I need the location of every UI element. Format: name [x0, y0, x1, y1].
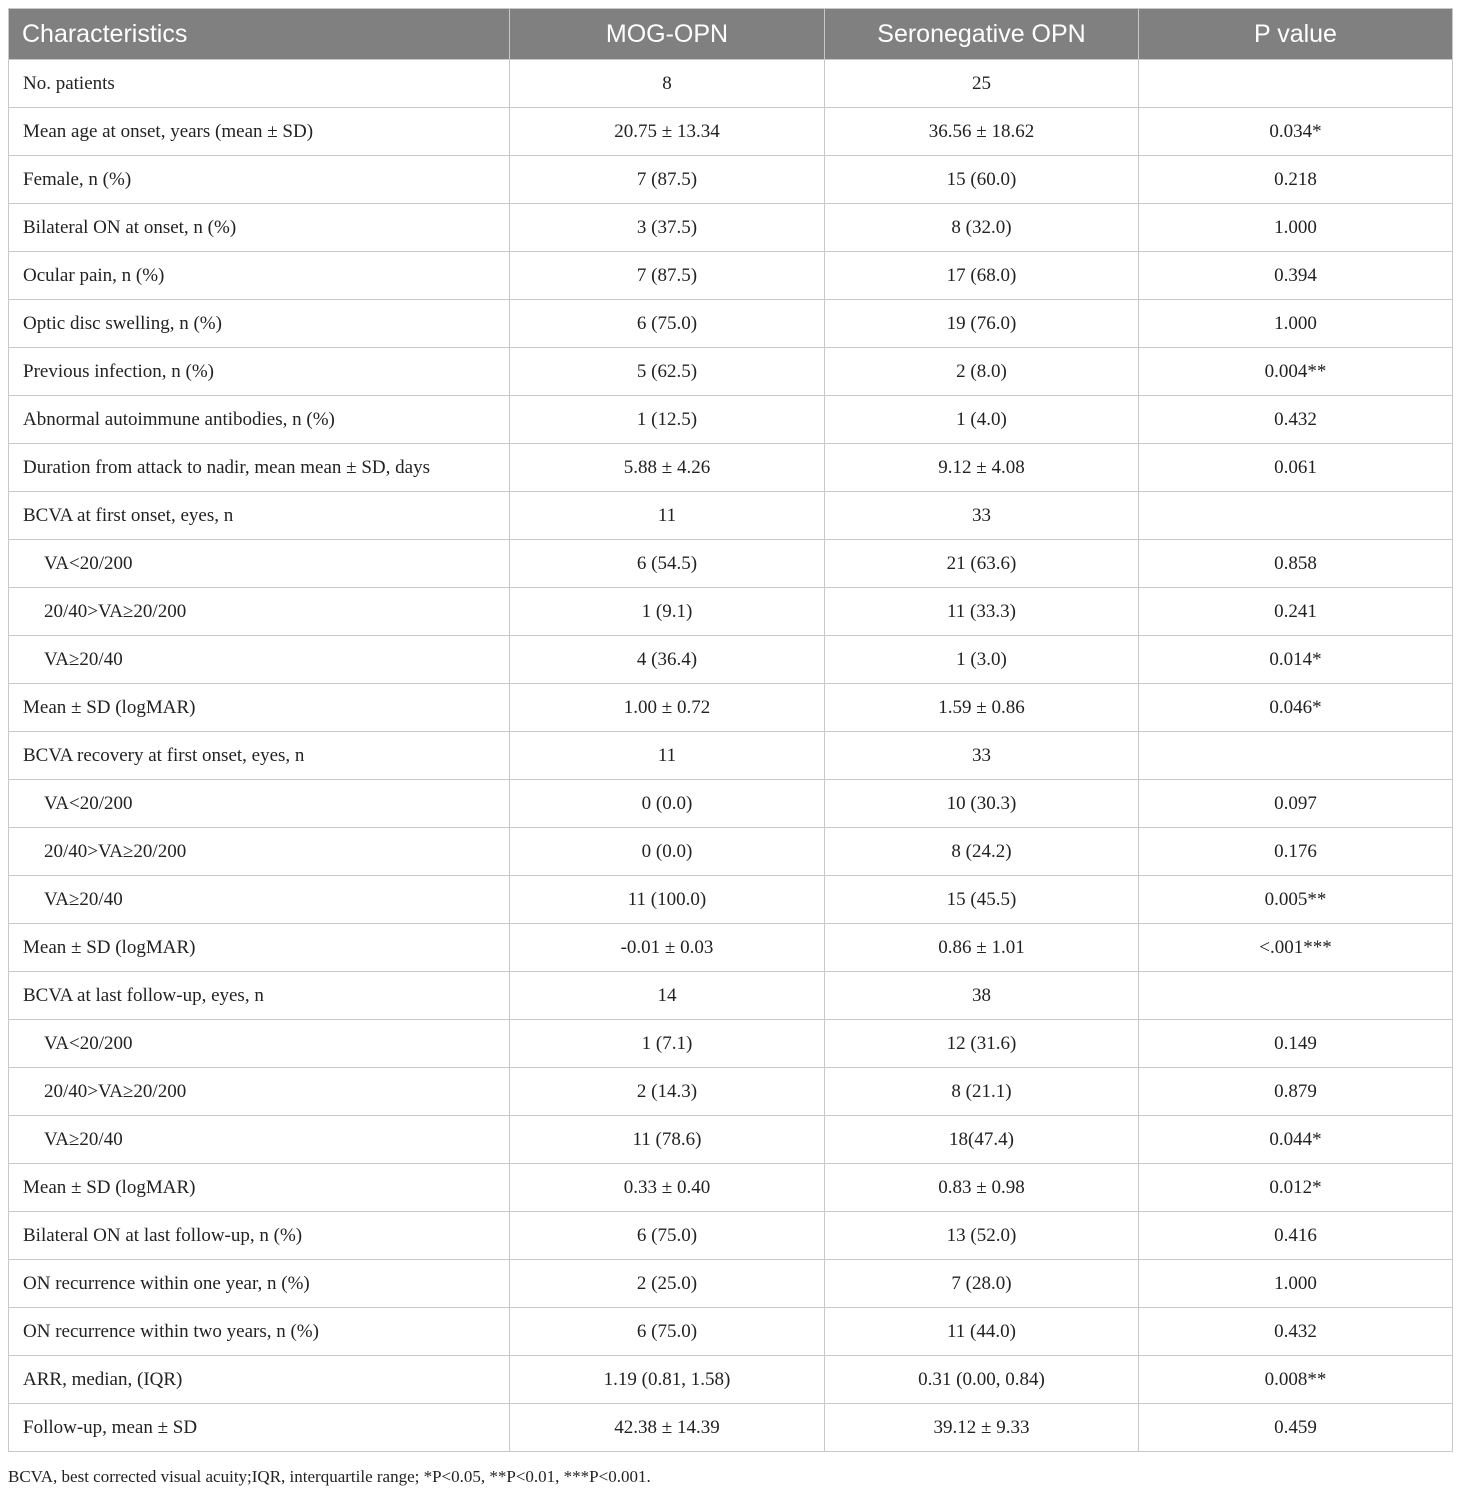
mog-opn-value: 0 (0.0)	[510, 828, 825, 876]
seronegative-opn-value: 11 (33.3)	[825, 588, 1139, 636]
table-footnote: BCVA, best corrected visual acuity;IQR, interquartile range; *P<0.05, **P<0.01, ***P<0.001.	[8, 1467, 651, 1486]
table-row	[9, 1260, 1453, 1308]
p-value: 0.241	[1139, 588, 1453, 636]
seronegative-opn-value: 8 (21.1)	[825, 1068, 1139, 1116]
seronegative-opn-value: 36.56 ± 18.62	[825, 108, 1139, 156]
row-label: ARR, median, (IQR)	[9, 1356, 510, 1404]
p-value: 0.432	[1139, 1308, 1453, 1356]
characteristics-table-container	[8, 8, 1452, 1452]
mog-opn-value: 11 (100.0)	[510, 876, 825, 924]
table-row	[9, 252, 1453, 300]
row-label: Ocular pain, n (%)	[9, 252, 510, 300]
characteristics-table	[8, 8, 1453, 1452]
seronegative-opn-value: 33	[825, 732, 1139, 780]
p-value	[1139, 972, 1453, 1020]
table-row	[9, 876, 1453, 924]
row-label: ON recurrence within two years, n (%)	[9, 1308, 510, 1356]
table-row	[9, 396, 1453, 444]
mog-opn-value: 6 (75.0)	[510, 300, 825, 348]
p-value: <.001***	[1139, 924, 1453, 972]
mog-opn-value: 6 (54.5)	[510, 540, 825, 588]
row-label: Duration from attack to nadir, mean mean ± SD, days	[9, 444, 510, 492]
header-row	[9, 9, 1453, 60]
p-value	[1139, 60, 1453, 108]
mog-opn-value: 0 (0.0)	[510, 780, 825, 828]
table-row	[9, 108, 1453, 156]
mog-opn-value: 2 (14.3)	[510, 1068, 825, 1116]
mog-opn-value: 1 (7.1)	[510, 1020, 825, 1068]
table-row	[9, 540, 1453, 588]
p-value: 1.000	[1139, 204, 1453, 252]
p-value: 0.034*	[1139, 108, 1453, 156]
mog-opn-value: 11	[510, 492, 825, 540]
row-label: BCVA at last follow-up, eyes, n	[9, 972, 510, 1020]
p-value: 1.000	[1139, 1260, 1453, 1308]
table-row	[9, 924, 1453, 972]
seronegative-opn-value: 1.59 ± 0.86	[825, 684, 1139, 732]
mog-opn-value: 20.75 ± 13.34	[510, 108, 825, 156]
table-row	[9, 156, 1453, 204]
mog-opn-value: 42.38 ± 14.39	[510, 1404, 825, 1452]
seronegative-opn-value: 9.12 ± 4.08	[825, 444, 1139, 492]
mog-opn-value: 5.88 ± 4.26	[510, 444, 825, 492]
table-row	[9, 1164, 1453, 1212]
table-row	[9, 1068, 1453, 1116]
table-row	[9, 1308, 1453, 1356]
p-value: 0.459	[1139, 1404, 1453, 1452]
mog-opn-value: 6 (75.0)	[510, 1308, 825, 1356]
seronegative-opn-value: 15 (60.0)	[825, 156, 1139, 204]
p-value: 0.879	[1139, 1068, 1453, 1116]
p-value: 0.394	[1139, 252, 1453, 300]
table-row	[9, 972, 1453, 1020]
row-label: VA≥20/40	[9, 1116, 510, 1164]
p-value: 0.218	[1139, 156, 1453, 204]
row-label: BCVA at first onset, eyes, n	[9, 492, 510, 540]
table-row	[9, 204, 1453, 252]
row-label: Abnormal autoimmune antibodies, n (%)	[9, 396, 510, 444]
p-value	[1139, 732, 1453, 780]
seronegative-opn-value: 18(47.4)	[825, 1116, 1139, 1164]
header-characteristics: Characteristics	[9, 9, 510, 60]
table-row	[9, 1020, 1453, 1068]
table-header	[9, 9, 1453, 60]
row-label: Optic disc swelling, n (%)	[9, 300, 510, 348]
p-value: 0.061	[1139, 444, 1453, 492]
p-value: 0.416	[1139, 1212, 1453, 1260]
table-row	[9, 300, 1453, 348]
row-label: No. patients	[9, 60, 510, 108]
row-label: VA≥20/40	[9, 876, 510, 924]
row-label: VA≥20/40	[9, 636, 510, 684]
p-value: 0.858	[1139, 540, 1453, 588]
seronegative-opn-value: 39.12 ± 9.33	[825, 1404, 1139, 1452]
row-label: ON recurrence within one year, n (%)	[9, 1260, 510, 1308]
row-label: 20/40>VA≥20/200	[9, 1068, 510, 1116]
table-row	[9, 1212, 1453, 1260]
mog-opn-value: 1.19 (0.81, 1.58)	[510, 1356, 825, 1404]
header-seronegative-opn: Seronegative OPN	[825, 9, 1139, 60]
seronegative-opn-value: 2 (8.0)	[825, 348, 1139, 396]
mog-opn-value: 3 (37.5)	[510, 204, 825, 252]
mog-opn-value: 2 (25.0)	[510, 1260, 825, 1308]
mog-opn-value: 0.33 ± 0.40	[510, 1164, 825, 1212]
table-row	[9, 732, 1453, 780]
row-label: Mean ± SD (logMAR)	[9, 684, 510, 732]
mog-opn-value: 1 (9.1)	[510, 588, 825, 636]
mog-opn-value: 1 (12.5)	[510, 396, 825, 444]
table-row	[9, 444, 1453, 492]
table-row	[9, 348, 1453, 396]
p-value: 1.000	[1139, 300, 1453, 348]
table-row	[9, 60, 1453, 108]
row-label: Mean age at onset, years (mean ± SD)	[9, 108, 510, 156]
row-label: BCVA recovery at first onset, eyes, n	[9, 732, 510, 780]
seronegative-opn-value: 11 (44.0)	[825, 1308, 1139, 1356]
row-label: Previous infection, n (%)	[9, 348, 510, 396]
seronegative-opn-value: 1 (3.0)	[825, 636, 1139, 684]
header-p-value: P value	[1139, 9, 1453, 60]
row-label: 20/40>VA≥20/200	[9, 828, 510, 876]
mog-opn-value: 7 (87.5)	[510, 252, 825, 300]
p-value: 0.432	[1139, 396, 1453, 444]
mog-opn-value: 6 (75.0)	[510, 1212, 825, 1260]
table-row	[9, 492, 1453, 540]
p-value: 0.046*	[1139, 684, 1453, 732]
mog-opn-value: 8	[510, 60, 825, 108]
row-label: VA<20/200	[9, 780, 510, 828]
seronegative-opn-value: 0.86 ± 1.01	[825, 924, 1139, 972]
seronegative-opn-value: 15 (45.5)	[825, 876, 1139, 924]
row-label: Mean ± SD (logMAR)	[9, 1164, 510, 1212]
table-row	[9, 588, 1453, 636]
row-label: Mean ± SD (logMAR)	[9, 924, 510, 972]
row-label: Follow-up, mean ± SD	[9, 1404, 510, 1452]
p-value: 0.005**	[1139, 876, 1453, 924]
row-label: Bilateral ON at onset, n (%)	[9, 204, 510, 252]
table-body	[9, 60, 1453, 1452]
p-value: 0.097	[1139, 780, 1453, 828]
seronegative-opn-value: 8 (32.0)	[825, 204, 1139, 252]
table-row	[9, 636, 1453, 684]
p-value: 0.008**	[1139, 1356, 1453, 1404]
header-mog-opn: MOG-OPN	[510, 9, 825, 60]
table-row	[9, 684, 1453, 732]
mog-opn-value: 1.00 ± 0.72	[510, 684, 825, 732]
mog-opn-value: 11 (78.6)	[510, 1116, 825, 1164]
seronegative-opn-value: 7 (28.0)	[825, 1260, 1139, 1308]
p-value: 0.014*	[1139, 636, 1453, 684]
seronegative-opn-value: 17 (68.0)	[825, 252, 1139, 300]
seronegative-opn-value: 38	[825, 972, 1139, 1020]
mog-opn-value: 7 (87.5)	[510, 156, 825, 204]
row-label: Female, n (%)	[9, 156, 510, 204]
mog-opn-value: 5 (62.5)	[510, 348, 825, 396]
table-row	[9, 780, 1453, 828]
table-row	[9, 1404, 1453, 1452]
p-value	[1139, 492, 1453, 540]
seronegative-opn-value: 25	[825, 60, 1139, 108]
p-value: 0.149	[1139, 1020, 1453, 1068]
seronegative-opn-value: 12 (31.6)	[825, 1020, 1139, 1068]
seronegative-opn-value: 0.31 (0.00, 0.84)	[825, 1356, 1139, 1404]
seronegative-opn-value: 21 (63.6)	[825, 540, 1139, 588]
mog-opn-value: 4 (36.4)	[510, 636, 825, 684]
p-value: 0.044*	[1139, 1116, 1453, 1164]
seronegative-opn-value: 33	[825, 492, 1139, 540]
table-row	[9, 1356, 1453, 1404]
seronegative-opn-value: 13 (52.0)	[825, 1212, 1139, 1260]
mog-opn-value: -0.01 ± 0.03	[510, 924, 825, 972]
seronegative-opn-value: 19 (76.0)	[825, 300, 1139, 348]
table-row	[9, 828, 1453, 876]
table-row	[9, 1116, 1453, 1164]
mog-opn-value: 11	[510, 732, 825, 780]
p-value: 0.004**	[1139, 348, 1453, 396]
seronegative-opn-value: 10 (30.3)	[825, 780, 1139, 828]
seronegative-opn-value: 1 (4.0)	[825, 396, 1139, 444]
seronegative-opn-value: 0.83 ± 0.98	[825, 1164, 1139, 1212]
row-label: VA<20/200	[9, 540, 510, 588]
row-label: VA<20/200	[9, 1020, 510, 1068]
p-value: 0.176	[1139, 828, 1453, 876]
row-label: Bilateral ON at last follow-up, n (%)	[9, 1212, 510, 1260]
row-label: 20/40>VA≥20/200	[9, 588, 510, 636]
p-value: 0.012*	[1139, 1164, 1453, 1212]
seronegative-opn-value: 8 (24.2)	[825, 828, 1139, 876]
mog-opn-value: 14	[510, 972, 825, 1020]
